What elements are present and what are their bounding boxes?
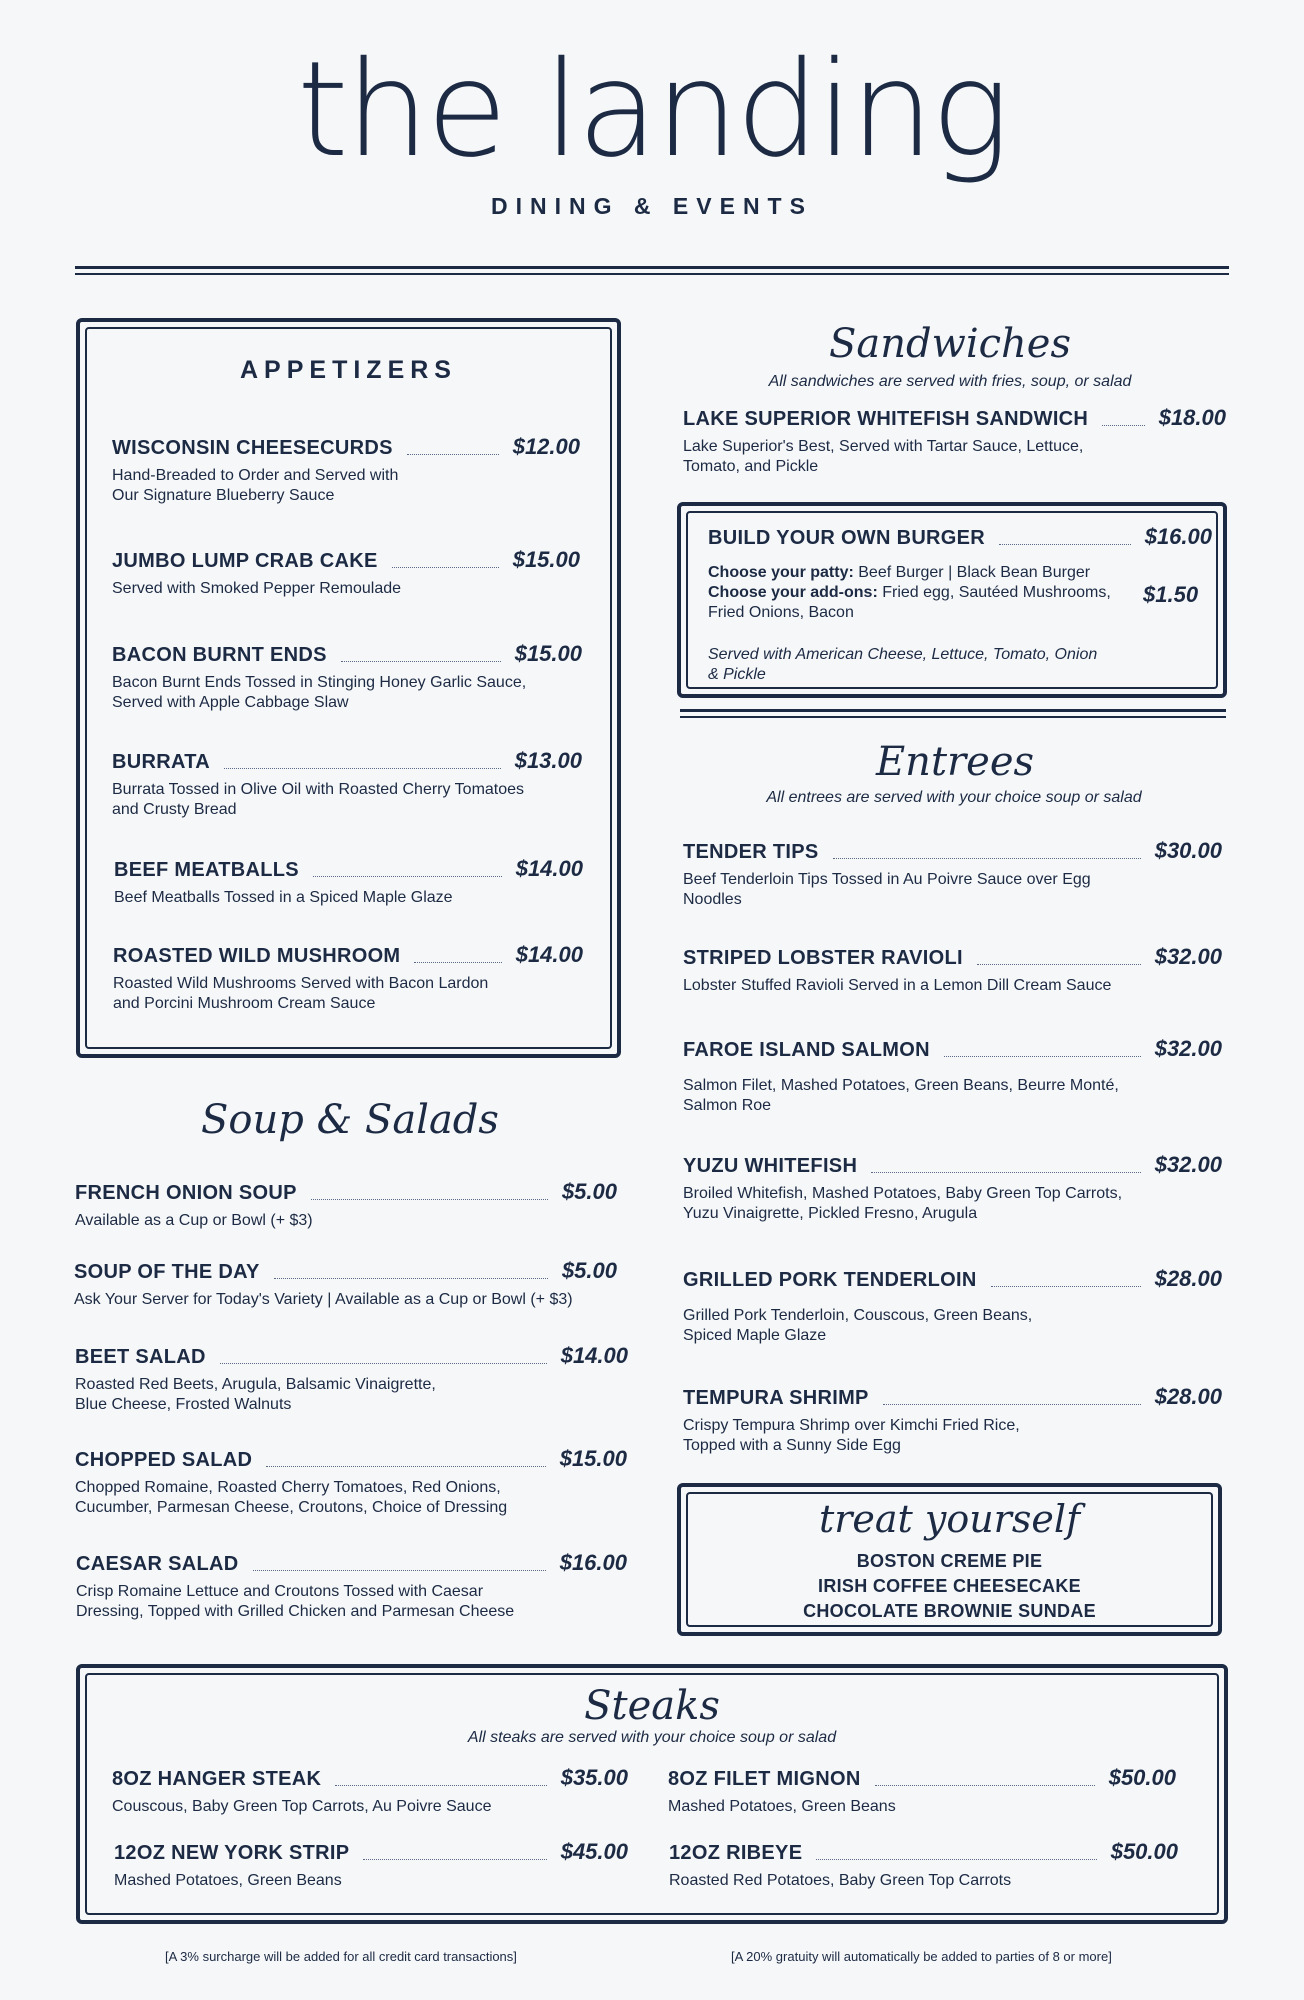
item-description: Crisp Romaine Lettuce and Croutons Tossed with Caesar Dressing, Topped with Grilled Chicken and Parmesan Cheese	[76, 1583, 515, 1620]
menu-item	[683, 405, 1226, 477]
item-price: $30.00	[1154, 838, 1222, 863]
surcharge-note: [A 3% surcharge will be added for all credit card transactions]	[165, 1949, 517, 1964]
item-name: YUZU WHITEFISH	[683, 1155, 858, 1177]
item-name: 12OZ RIBEYE	[669, 1842, 803, 1864]
dotted-leader	[253, 1570, 546, 1571]
item-price: $15.00	[514, 641, 582, 666]
menu-item	[683, 1384, 1222, 1456]
item-price: $16.00	[1144, 524, 1212, 549]
dotted-leader	[363, 1859, 546, 1860]
item-price: $28.00	[1154, 1384, 1222, 1409]
dotted-leader	[341, 661, 501, 662]
item-name: 8OZ HANGER STEAK	[112, 1768, 322, 1790]
steaks-note: All steaks are served with your choice soup or salad	[467, 1729, 837, 1746]
item-price: $45.00	[560, 1839, 628, 1864]
dotted-leader	[407, 454, 499, 455]
item-price: $14.00	[515, 942, 583, 967]
dotted-leader	[871, 1172, 1141, 1173]
sandwiches-title: Sandwiches	[828, 321, 1071, 367]
addons-price: $1.50	[1143, 582, 1199, 607]
item-name: LAKE SUPERIOR WHITEFISH SANDWICH	[683, 408, 1089, 430]
item-description: Chopped Romaine, Roasted Cherry Tomatoes, Red Onions, Cucumber, Parmesan Cheese, Croutons, Choice of Dressing	[75, 1479, 508, 1516]
addons-options: Fried egg, Sautéed Mushrooms,	[877, 584, 1111, 601]
item-price: $28.00	[1154, 1266, 1222, 1291]
addons-label: Choose your add-ons:	[708, 584, 878, 601]
menu-item	[75, 1343, 628, 1415]
item-description: Hand-Breaded to Order and Served with Our Signature Blueberry Sauce	[112, 467, 399, 504]
item-price: $12.00	[512, 434, 580, 459]
patty-options: Beef Burger | Black Bean Burger	[853, 564, 1091, 581]
dotted-leader	[335, 1785, 546, 1786]
dotted-leader	[313, 876, 502, 877]
item-name: CHOPPED SALAD	[75, 1449, 253, 1471]
dessert-item: CHOCOLATE BROWNIE SUNDAE	[803, 1601, 1096, 1621]
menu-item	[683, 944, 1222, 996]
menu-item	[683, 1152, 1222, 1224]
dotted-leader	[833, 858, 1141, 859]
item-name: BURRATA	[112, 751, 211, 773]
dotted-leader	[1102, 425, 1145, 426]
item-price: $15.00	[512, 547, 580, 572]
item-name: FRENCH ONION SOUP	[75, 1182, 297, 1204]
item-name: JUMBO LUMP CRAB CAKE	[112, 550, 378, 572]
item-name: 12OZ NEW YORK STRIP	[114, 1842, 350, 1864]
dotted-leader	[875, 1785, 1095, 1786]
item-name: ROASTED WILD MUSHROOM	[113, 945, 401, 967]
item-price: $14.00	[560, 1343, 628, 1368]
item-price: $5.00	[561, 1258, 617, 1283]
menu-item	[683, 1266, 1222, 1346]
item-description: Lobster Stuffed Ravioli Served in a Lemon Dill Cream Sauce	[683, 977, 1112, 994]
menu-item	[683, 838, 1222, 910]
burger-addons-line	[708, 583, 1148, 603]
tagline: DINING & EVENTS	[491, 193, 813, 219]
item-description: Bacon Burnt Ends Tossed in Stinging Honey Garlic Sauce, Served with Apple Cabbage Slaw	[112, 674, 527, 711]
item-price: $18.00	[1158, 405, 1226, 430]
item-price: $32.00	[1154, 1152, 1222, 1177]
item-description: Broiled Whitefish, Mashed Potatoes, Baby Green Top Carrots, Yuzu Vinaigrette, Pickled Fresno, Arugula	[683, 1185, 1123, 1222]
menu-item	[75, 1179, 617, 1231]
item-name: BEEF MEATBALLS	[114, 859, 299, 881]
menu-item	[112, 641, 582, 713]
item-name: BEET SALAD	[75, 1346, 206, 1368]
dotted-leader	[816, 1859, 1096, 1860]
item-price: $35.00	[560, 1765, 628, 1790]
menu-item	[114, 1839, 628, 1891]
burger-patty-line	[708, 563, 1148, 583]
dotted-leader	[977, 964, 1141, 965]
item-price: $16.00	[559, 1550, 627, 1575]
item-description: Ask Your Server for Today's Variety | Available as a Cup or Bowl (+ $3)	[74, 1291, 573, 1308]
item-name: WISCONSIN CHEESECURDS	[112, 437, 393, 459]
item-name: TEMPURA SHRIMP	[683, 1387, 869, 1409]
dotted-leader	[392, 567, 499, 568]
item-description: Beef Tenderloin Tips Tossed in Au Poivre Sauce over Egg Noodles	[683, 871, 1091, 908]
entrees-title: Entrees	[875, 739, 1035, 785]
item-description: Roasted Red Beets, Arugula, Balsamic Vinaigrette, Blue Cheese, Frosted Walnuts	[75, 1376, 436, 1413]
dotted-leader	[414, 962, 501, 963]
item-description: Crispy Tempura Shrimp over Kimchi Fried Rice, Topped with a Sunny Side Egg	[683, 1417, 1020, 1454]
burger-addons-cont: Fried Onions, Bacon	[708, 604, 854, 621]
item-description: Couscous, Baby Green Top Carrots, Au Poivre Sauce	[112, 1798, 492, 1815]
sandwiches-note: All sandwiches are served with fries, soup, or salad	[768, 373, 1132, 390]
steaks-title: Steaks	[584, 1683, 720, 1729]
dotted-leader	[883, 1404, 1141, 1405]
item-description: Mashed Potatoes, Green Beans	[668, 1798, 896, 1815]
item-description: Roasted Wild Mushrooms Served with Bacon Lardon and Porcini Mushroom Cream Sauce	[113, 975, 489, 1012]
item-description: Available as a Cup or Bowl (+ $3)	[75, 1212, 313, 1229]
item-description: Salmon Filet, Mashed Potatoes, Green Beans, Beurre Monté, Salmon Roe	[683, 1077, 1119, 1114]
dotted-leader	[266, 1466, 545, 1467]
dotted-leader	[224, 768, 501, 769]
dotted-leader	[274, 1278, 548, 1279]
item-name: TENDER TIPS	[683, 841, 819, 863]
dotted-leader	[999, 544, 1131, 545]
dessert-item: BOSTON CREME PIE	[856, 1551, 1043, 1571]
item-description: Burrata Tossed in Olive Oil with Roasted Cherry Tomatoes and Crusty Bread	[112, 781, 525, 818]
menu-item	[76, 1550, 627, 1622]
header-divider	[75, 266, 1229, 269]
entrees-note: All entrees are served with your choice soup or salad	[766, 789, 1142, 806]
dotted-leader	[991, 1286, 1141, 1287]
item-description: Lake Superior's Best, Served with Tartar Sauce, Lettuce, Tomato, and Pickle	[683, 438, 1084, 475]
item-name: STRIPED LOBSTER RAVIOLI	[683, 947, 963, 969]
dessert-list	[677, 1549, 1222, 1624]
item-description: Grilled Pork Tenderloin, Couscous, Green Beans, Spiced Maple Glaze	[683, 1307, 1033, 1344]
gratuity-note: [A 20% gratuity will automatically be added to parties of 8 or more]	[731, 1949, 1112, 1964]
item-price: $5.00	[561, 1179, 617, 1204]
menu-item	[683, 1036, 1222, 1116]
dotted-leader	[944, 1056, 1141, 1057]
item-name: GRILLED PORK TENDERLOIN	[683, 1269, 977, 1291]
brand-logo: the landing	[296, 33, 1008, 187]
item-price: $50.00	[1110, 1839, 1178, 1864]
menu-item	[669, 1839, 1178, 1891]
item-name: BUILD YOUR OWN BURGER	[708, 527, 986, 549]
menu-item	[112, 748, 582, 820]
dessert-item: IRISH COFFEE CHEESECAKE	[818, 1576, 1081, 1596]
burger-served: Served with American Cheese, Lettuce, Tomato, Onion & Pickle	[708, 646, 1098, 683]
appetizers-title: APPETIZERS	[240, 356, 457, 384]
item-price: $32.00	[1154, 1036, 1222, 1061]
dotted-leader	[311, 1199, 548, 1200]
item-description: Beef Meatballs Tossed in a Spiced Maple Glaze	[114, 889, 453, 906]
item-price: $14.00	[515, 856, 583, 881]
menu-item	[114, 856, 583, 908]
item-price: $15.00	[559, 1446, 627, 1471]
item-price: $13.00	[514, 748, 582, 773]
dotted-leader	[220, 1363, 547, 1364]
dessert-title: treat yourself	[818, 1497, 1081, 1541]
menu-item	[74, 1258, 617, 1310]
item-name: BACON BURNT ENDS	[112, 644, 327, 666]
menu-item	[112, 434, 580, 506]
header-divider-thin	[75, 273, 1229, 275]
menu-item	[112, 1765, 628, 1817]
item-name: SOUP OF THE DAY	[74, 1261, 260, 1283]
item-price: $50.00	[1108, 1765, 1176, 1790]
item-name: 8OZ FILET MIGNON	[668, 1768, 861, 1790]
item-name: FAROE ISLAND SALMON	[683, 1039, 930, 1061]
menu-item	[668, 1765, 1176, 1817]
patty-label: Choose your patty:	[708, 564, 854, 581]
menu-item	[75, 1446, 627, 1518]
burger-item	[708, 524, 1212, 550]
sandwich-divider-thin	[680, 716, 1226, 718]
item-description: Served with Smoked Pepper Remoulade	[112, 580, 402, 597]
item-description: Roasted Red Potatoes, Baby Green Top Carrots	[669, 1872, 1012, 1889]
menu-item	[112, 547, 580, 599]
item-name: CAESAR SALAD	[76, 1553, 239, 1575]
menu-item	[113, 942, 583, 1014]
soups-title: Soup & Salads	[201, 1097, 499, 1143]
item-description: Mashed Potatoes, Green Beans	[114, 1872, 342, 1889]
sandwich-divider	[680, 709, 1226, 712]
item-price: $32.00	[1154, 944, 1222, 969]
